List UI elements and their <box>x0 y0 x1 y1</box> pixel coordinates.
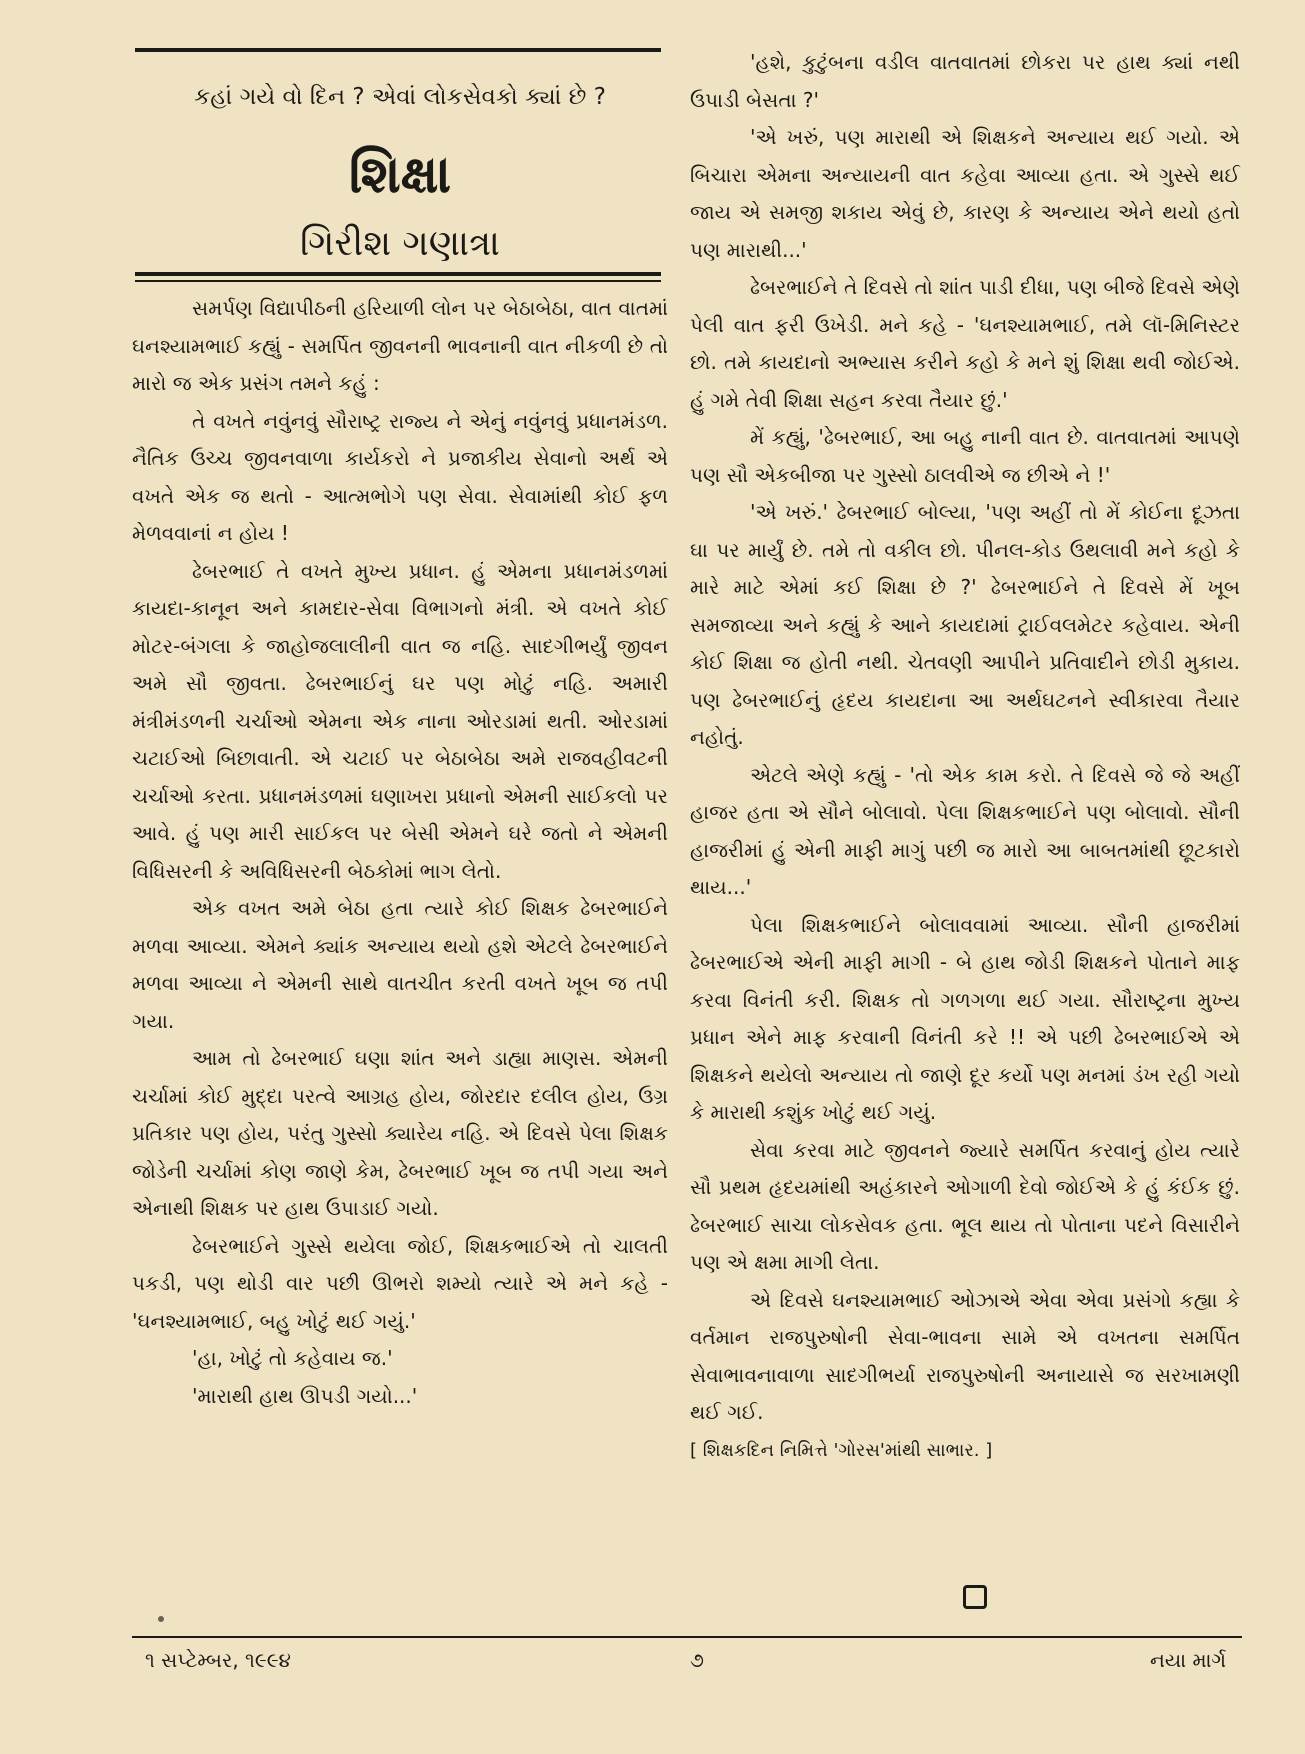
paragraph: 'હા, ખોટું તો કહેવાય જ.' <box>192 1346 393 1370</box>
paragraph: 'એ ખરું, પણ મારાથી એ શિક્ષકને અન્યાય થઈ ગયો. એ બિચારા એમના અન્યાયની વાત કહેવા આવ્યા હતા. એ ગુસ્સે થઈ જાય એ સમજી શકાય એવું છે, કારણ કે અન્યાય એને થયો હતો પણ મારાથી...' <box>690 125 1240 262</box>
footer-publication: નયા માર્ગ <box>1150 1648 1227 1672</box>
title-rule-thick <box>135 272 661 276</box>
article-tagline: કહાં ગયે વો દિન ? એવાં લોકસેવકો ક્યાં છે ? <box>194 84 606 110</box>
title-rule-thin <box>135 280 661 282</box>
paragraph: તે વખતે નવુંનવું સૌરાષ્ટ્ર રાજ્ય ને એનું નવુંનવું પ્રધાનમંડળ. નૈતિક ઉચ્ચ જીવનવાળા કાર્યકરો ને પ્રજાકીય સેવાનો અર્થ એ વખતે એક જ થતો - આત્મભોગે પણ સેવા. સેવામાંથી કોઈ ફળ મેળવવાનાં ન હોય ! <box>132 408 668 545</box>
paragraph: સમર્પણ વિદ્યાપીઠની હરિયાળી લોન પર બેઠાબેઠા, વાત વાતમાં ઘનશ્યામભાઈ કહ્યું - સમર્પિત જીવનની ભાવનાની વાત નીકળી છે તો મારો જ એક પ્રસંગ તમને કહું : <box>132 296 668 395</box>
right-column <box>690 44 1240 1469</box>
paragraph: આમ તો ઢેબરભાઈ ઘણા શાંત અને ડાહ્યા માણસ. એમની ચર્ચામાં કોઈ મુદ્દા પરત્વે આગ્રહ હોય, જોરદાર દલીલ હોય, ઉગ્ર પ્રતિકાર પણ હોય, પરંતુ ગુસ્સો ક્યારેય નહિ. એ દિવસે પેલા શિક્ષક જોડેની ચર્ચામાં કોણ જાણે કેમ, ઢેબરભાઈ ખૂબ જ તપી ગયા અને એનાથી શિક્ષક પર હાથ ઉપાડાઈ ગયો. <box>132 1046 668 1220</box>
footer-date: ૧ સપ્ટેમ્બર, ૧૯૯૪ <box>145 1648 291 1672</box>
footer-rule <box>132 1636 1242 1638</box>
paragraph: ઢેબરભાઈ તે વખતે મુખ્ય પ્રધાન. હું એમના પ્રધાનમંડળમાં કાયદા-કાનૂન અને કામદાર-સેવા વિભાગનો મંત્રી. એ વખતે કોઈ મોટર-બંગલા કે જાહોજલાલીની વાત જ નહિ. સાદગીભર્યું જીવન અમે સૌ જીવતા. ઢેબરભાઈનું ઘર પણ મોટું નહિ. અમારી મંત્રીમંડળની ચર્ચાઓ એમના એક નાના ઓરડામાં થતી. ઓરડામાં ચટાઈઓ બિછાવાતી. એ ચટાઈ પર બેઠાબેઠા અમે રાજવહીવટની ચર્ચાઓ કરતા. પ્રધાનમંડળમાં ઘણાખરા પ્રધાનો એમની સાઈકલો પર આવે. હું પણ મારી સાઈકલ પર બેસી એમને ઘરે જતો ને એમની વિધિસરની કે અવિધિસરની બેઠકોમાં ભાગ લેતો. <box>132 558 668 883</box>
paragraph: સેવા કરવા માટે જીવનને જ્યારે સમર્પિત કરવાનું હોય ત્યારે સૌ પ્રથમ હૃદયમાંથી અહંકારને ઓગાળી દેવો જોઈએ કે હું કંઈક છું. ઢેબરભાઈ સાચા લોકસેવક હતા. ભૂલ થાય તો પોતાના પદને વિસારીને પણ એ ક્ષમા માગી લેતા. <box>690 1137 1240 1274</box>
article-author: ગિરીશ ગણાત્રા <box>300 223 500 264</box>
footer-page-number: ૭ <box>690 1648 704 1672</box>
paragraph: 'મારાથી હાથ ઊપડી ગયો...' <box>192 1383 418 1408</box>
paragraph: પેલા શિક્ષકભાઈને બોલાવવામાં આવ્યા. સૌની હાજરીમાં ઢેબરભાઈએ એની માફી માગી - બે હાથ જોડી શિક્ષકને પોતાને માફ કરવા વિનંતી કરી. શિક્ષક તો ગળગળા થઈ ગયા. સૌરાષ્ટ્રના મુખ્ય પ્રધાન એને માફ કરવાની વિનંતી કરે !! એ પછી ઢેબરભાઈએ એ શિક્ષકને થયેલો અન્યાય તો જાણે દૂર કર્યો પણ મનમાં ડંખ રહી ગયો કે મારાથી કશુંક ખોટું થઈ ગયું. <box>690 912 1240 1124</box>
paragraph: 'હશે, કુટુંબના વડીલ વાતવાતમાં છોકરા પર હાથ ક્યાં નથી ઉપાડી બેસતા ?' <box>690 50 1240 112</box>
paragraph: એક વખત અમે બેઠા હતા ત્યારે કોઈ શિક્ષક ઢેબરભાઈને મળવા આવ્યા. એમને ક્યાંક અન્યાય થયો હશે એટલે ઢેબરભાઈને મળવા આવ્યા ને એમની સાથે વાતચીત કરતી વખતે ખૂબ જ તપી ગયા. <box>132 896 668 1033</box>
top-rule <box>135 48 661 52</box>
paragraph: ઢેબરભાઈને તે દિવસે તો શાંત પાડી દીધા, પણ બીજે દિવસે એણે પેલી વાત ફરી ઉખેડી. મને કહે - 'ઘનશ્યામભાઈ, તમે લૉ-મિનિસ્ટર છો. તમે કાયદાનો અભ્યાસ કરીને કહો કે મને શું શિક્ષા થવી જોઈએ. હું ગમે તેવી શિક્ષા સહન કરવા તૈયાર છું.' <box>690 275 1240 412</box>
ink-speck <box>158 1616 164 1622</box>
credit-line: [ શિક્ષકદિન નિમિત્તે 'ગોરસ'માંથી સાભાર. ] <box>690 1439 993 1461</box>
paragraph: ઢેબરભાઈને ગુસ્સે થયેલા જોઈ, શિક્ષકભાઈએ તો ચાલતી પકડી, પણ થોડી વાર પછી ઊભરો શમ્યો ત્યારે એ મને કહે - 'ઘનશ્યામભાઈ, બહુ ખોટું થઈ ગયું.' <box>132 1233 668 1333</box>
left-column <box>132 290 668 1415</box>
article-title: શિક્ષા <box>348 145 452 205</box>
paragraph: 'એ ખરું.' ઢેબરભાઈ બોલ્યા, 'પણ અહીં તો મેં કોઈના દૂઝતા ઘા પર માર્યું છે. તમે તો વકીલ છો. પીનલ-કોડ ઉથલાવી મને કહો કે મારે માટે એમાં કઈ શિક્ષા છે ?' ઢેબરભાઈને તે દિવસે મેં ખૂબ સમજાવ્યા અને કહ્યું કે આને કાયદામાં ટ્રાઈવલમેટર કહેવાય. એની કોઈ શિક્ષા જ હોતી નથી. ચેતવણી આપીને પ્રતિવાદીને છોડી મુકાય. પણ ઢેબરભાઈનું હૃદય કાયદાના આ અર્થઘટનને સ્વીકારવા તૈયાર નહોતું. <box>690 500 1240 749</box>
end-mark-icon <box>963 1585 987 1609</box>
paragraph: એ દિવસે ઘનશ્યામભાઈ ઓઝાએ એવા એવા પ્રસંગો કહ્યા કે વર્તમાન રાજપુરુષોની સેવા-ભાવના સામે એ વખતના સમર્પિત સેવાભાવનાવાળા સાદગીભર્યા રાજપુરુષોની અનાયાસે જ સરખામણી થઈ ગઈ. <box>690 1287 1240 1424</box>
paragraph: એટલે એણે કહ્યું - 'તો એક કામ કરો. તે દિવસે જે જે અહીં હાજર હતા એ સૌને બોલાવો. પેલા શિક્ષકભાઈને પણ બોલાવો. સૌની હાજરીમાં હું એની માફી માગું પછી જ મારો આ બાબતમાંથી છૂટકારો થાય...' <box>690 762 1240 899</box>
paragraph: મેં કહ્યું, 'ઢેબરભાઈ, આ બહુ નાની વાત છે. વાતવાતમાં આપણે પણ સૌ એકબીજા પર ગુસ્સો ઠાલવીએ જ છીએ ને !' <box>690 425 1240 487</box>
